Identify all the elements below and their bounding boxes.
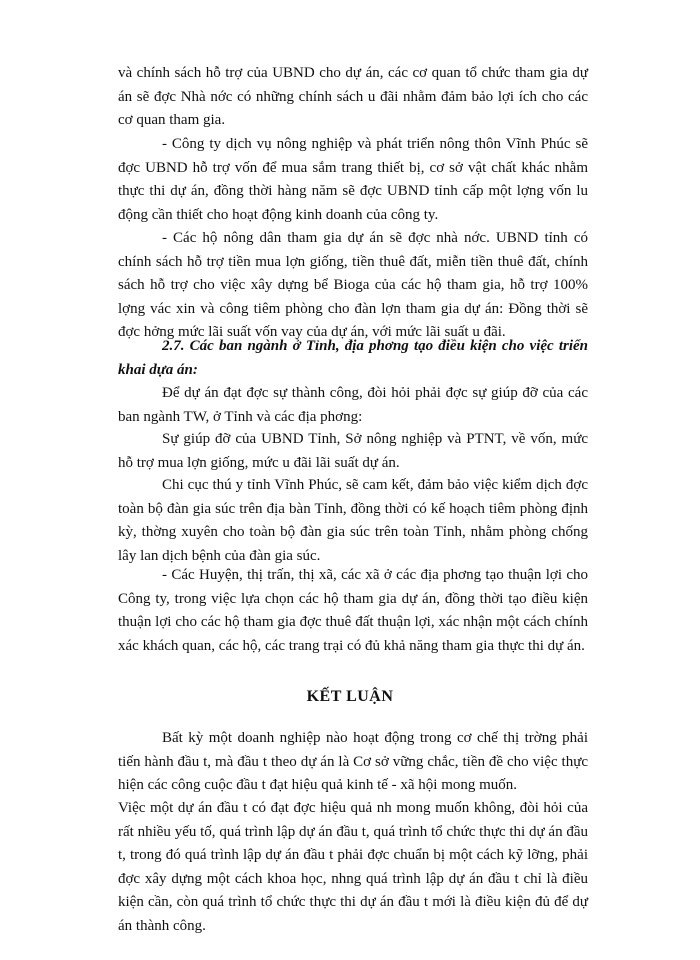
paragraph-success-conditions: Để dự án đạt đợc sự thành công, đòi hỏi phải đợc sự giúp đỡ của các ban ngành TW, ở Tỉnh và các địa phơng: [118,385,588,425]
paragraph-local-authorities: - Các Huyện, thị trấn, thị xã, các xã ở các địa phơng tạo thuận lợi cho Công ty, trong việc lựa chọn các hộ tham gia dự án, đồng thời tạo điều kiện thuận lợi cho các hộ tham gia đợc thuê đất thuận lợi, xác nhận một cách chính xác khách quan, các hộ, các trang trại có đủ khả năng tham gia thực thi dự án. [118,567,588,654]
conclusion-title: KẾT LUẬN [306,688,394,705]
paragraph-veterinary: Chi cục thú y tỉnh Vĩnh Phúc, sẽ cam kết, đảm bảo việc kiểm dịch đợc toàn bộ đàn gia súc trên địa bàn Tỉnh, đồng thời có kế hoạch tiêm phòng định kỳ, thờng xuyên cho toàn bộ đàn gia súc trên toàn Tỉnh, nhằm phòng chống lây lan dịch bệnh của đàn gia súc. [118,477,588,564]
paragraph-conclusion-2: Việc một dự án đầu t có đạt đợc hiệu quả nh mong muốn không, đòi hỏi của rất nhiều yếu tố, quá trình lập dự án đầu t, quá trình tổ chức thực thi dự án đầu t, trong đó quá trình lập dự án đầu t phải đợc chuẩn bị một cách kỹ lỡng, phải đợc xây dựng một cách khoa học, nhng quá trình lập dự án đầu t chỉ là điều kiện cần, còn quá trình tổ chức thực thi dự án đầu t mới là điều kiện đủ để dự án thành công. [118,800,588,934]
paragraph-farmer-support: - Các hộ nông dân tham gia dự án sẽ đợc nhà nớc. UBND tỉnh có chính sách hỗ trợ tiền mua lợn giống, tiền thuê đất, miễn tiền thuê đất, chính sách hỗ trợ cho việc xây dựng bể Bioga của các hộ tham gia, hỗ trợ 100% lợng vác xin và công tiêm phòng cho đàn lợn tham gia dự án: Đồng thời sẽ đợc hởng mức lãi suất vốn vay của dự án, với mức lãi suất u đãi. [118,230,588,340]
paragraph-policy-support: và chính sách hỗ trợ của UBND cho dự án, các cơ quan tổ chức tham gia dự án sẽ đợc Nhà nớc có những chính sách u đãi nhằm đảm bảo lợi ích cho các cơ quan tham gia. [118,65,588,128]
paragraph-conclusion-1: Bất kỳ một doanh nghiệp nào hoạt động trong cơ chế thị trờng phải tiến hành đầu t, mà đầu t theo dự án là Cơ sở vững chắc, tiền đề cho việc thực hiện các công cuộc đầu t đạt hiệu quả kinh tế - xã hội mong muốn. [118,730,588,793]
paragraph-company-support: - Công ty dịch vụ nông nghiệp và phát triển nông thôn Vĩnh Phúc sẽ đợc UBND hỗ trợ vốn để mua sắm trang thiết bị, cơ sở vật chất khác nhằm thực thi dự án, đồng thời hàng năm sẽ đợc UBND tỉnh cấp một lợng vốn lu động cần thiết cho hoạt động kinh doanh của công ty. [118,136,588,223]
section-heading-2-7: 2.7. Các ban ngành ở Tỉnh, địa phơng tạo điều kiện cho việc triển khai dựa án: [118,338,588,378]
paragraph-provincial-help: Sự giúp đỡ của UBND Tỉnh, Sở nông nghiệp và PTNT, về vốn, mức hỗ trợ mua lợn giống, mức u đãi lãi suất dự án. [118,431,588,471]
